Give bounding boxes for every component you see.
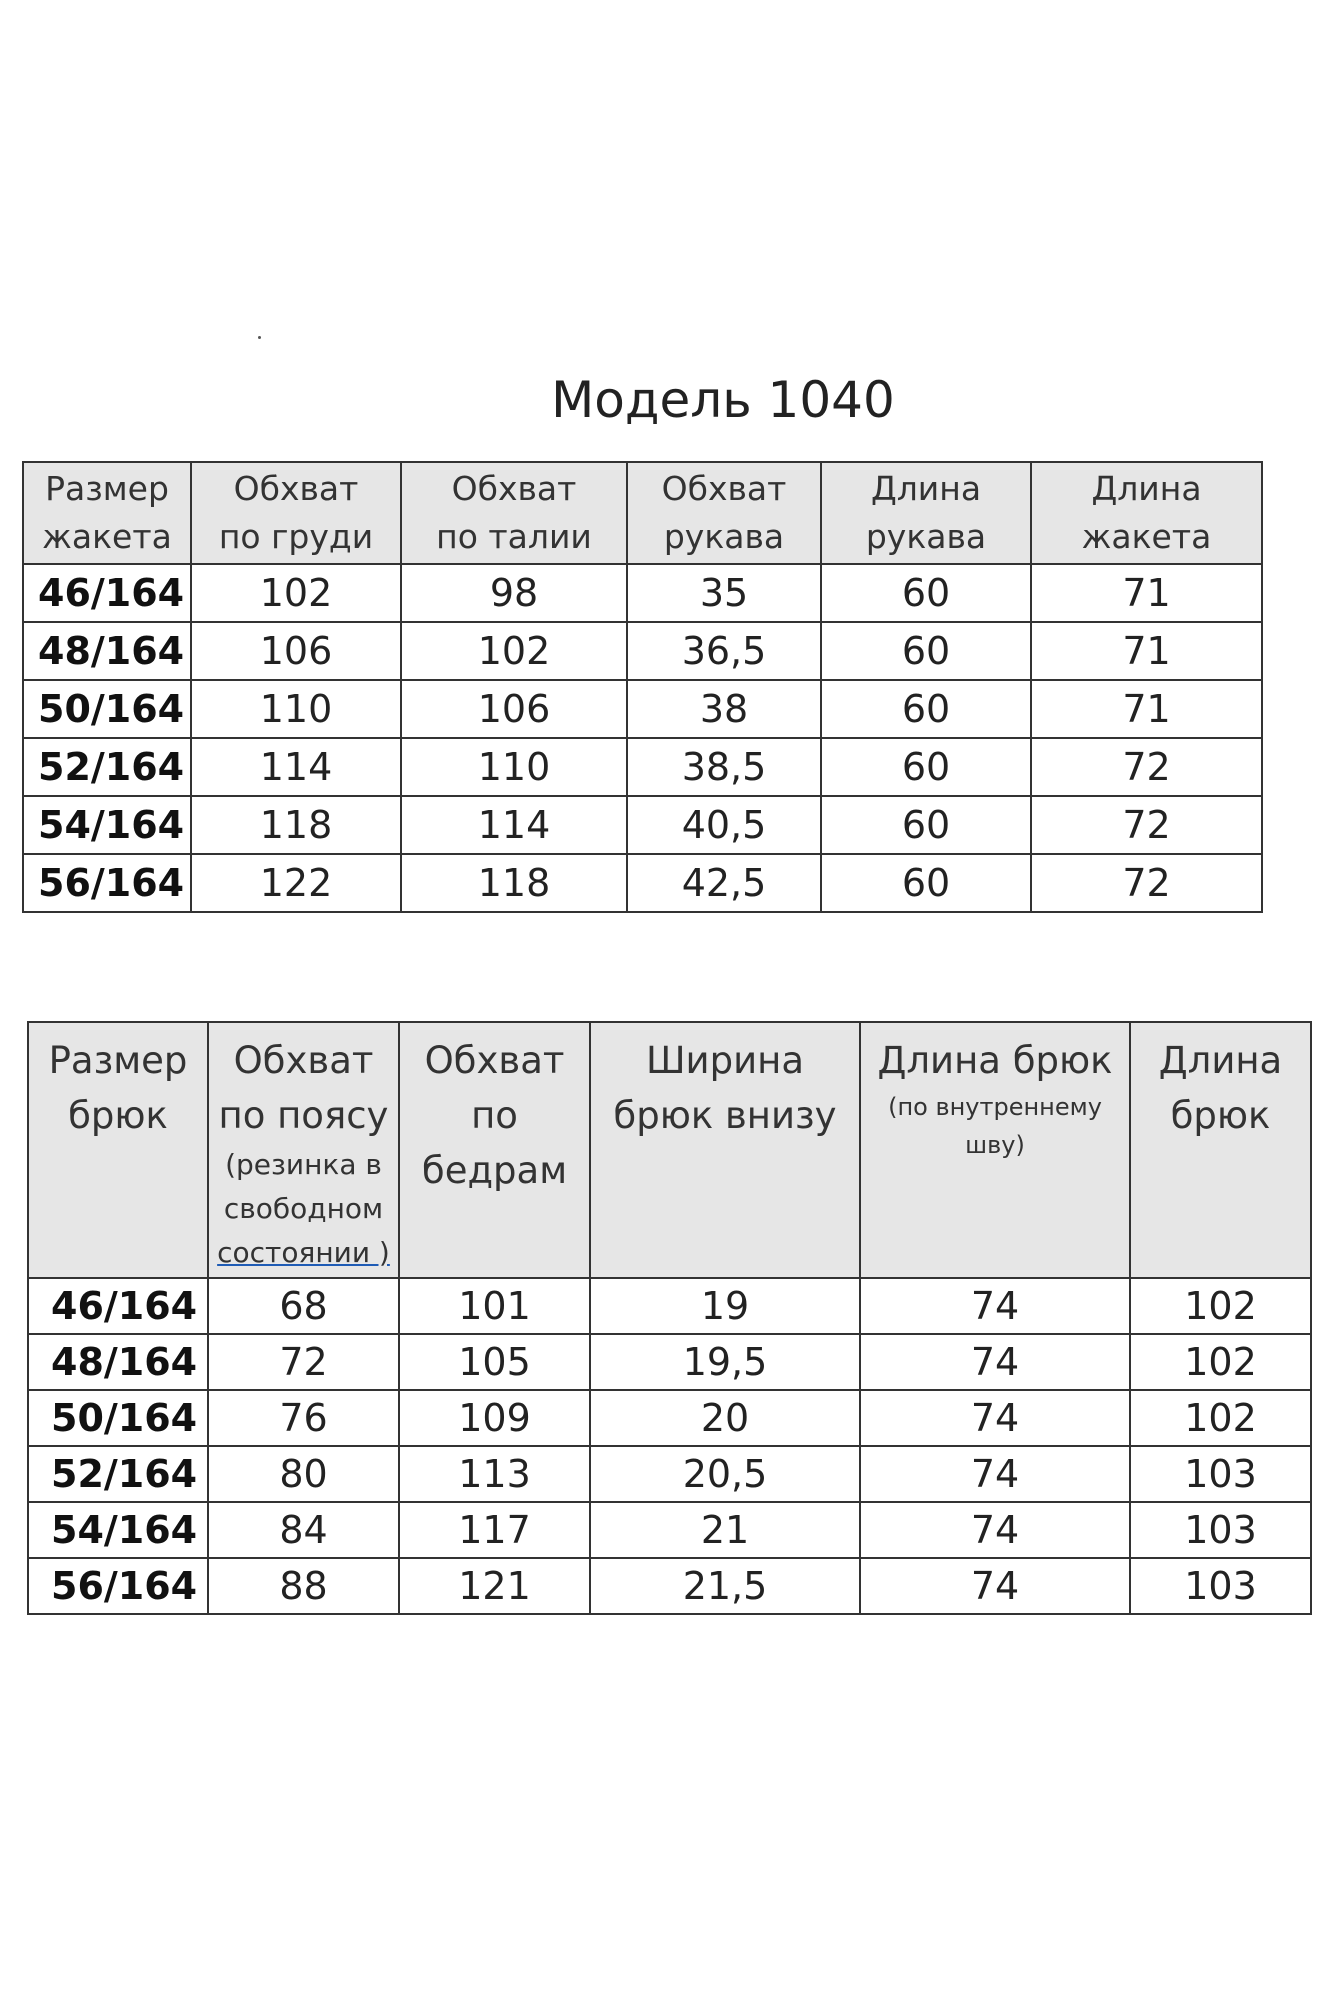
waist-value: 106 bbox=[401, 680, 627, 738]
trousers-length-value: 103 bbox=[1130, 1558, 1311, 1614]
size-cell: 50/164 bbox=[23, 680, 191, 738]
waistband-value: 68 bbox=[208, 1278, 399, 1334]
chest-value: 122 bbox=[191, 854, 401, 912]
inseam-length-value: 74 bbox=[860, 1334, 1130, 1390]
hips-value: 117 bbox=[399, 1502, 590, 1558]
trousers-length-value: 103 bbox=[1130, 1446, 1311, 1502]
header-inseam-length: Длина брюк (по внутреннему шву) bbox=[860, 1022, 1130, 1278]
table-row bbox=[28, 1278, 1311, 1334]
sleeve-girth-value: 38,5 bbox=[627, 738, 821, 796]
table-row bbox=[23, 796, 1262, 854]
sleeve-length-value: 60 bbox=[821, 564, 1031, 622]
table-header-row bbox=[23, 462, 1262, 564]
page-title: Модель 1040 bbox=[551, 371, 895, 429]
sleeve-girth-value: 40,5 bbox=[627, 796, 821, 854]
jacket-length-value: 72 bbox=[1031, 796, 1262, 854]
header-waist: Обхват по талии bbox=[401, 462, 627, 564]
header-sleeve-length: Длина рукава bbox=[821, 462, 1031, 564]
jacket-length-value: 71 bbox=[1031, 680, 1262, 738]
sleeve-girth-value: 38 bbox=[627, 680, 821, 738]
table-header-row bbox=[28, 1022, 1311, 1278]
header-hips: Обхват по бедрам bbox=[399, 1022, 590, 1278]
table-row bbox=[28, 1334, 1311, 1390]
size-cell: 46/164 bbox=[23, 564, 191, 622]
jacket-length-value: 71 bbox=[1031, 564, 1262, 622]
header-trousers-length: Длина брюк bbox=[1130, 1022, 1311, 1278]
header-chest: Обхват по груди bbox=[191, 462, 401, 564]
waist-value: 110 bbox=[401, 738, 627, 796]
chest-value: 110 bbox=[191, 680, 401, 738]
jacket-length-value: 72 bbox=[1031, 738, 1262, 796]
size-cell: 48/164 bbox=[28, 1334, 208, 1390]
sleeve-length-value: 60 bbox=[821, 796, 1031, 854]
hips-value: 101 bbox=[399, 1278, 590, 1334]
waistband-value: 84 bbox=[208, 1502, 399, 1558]
table-row bbox=[28, 1446, 1311, 1502]
sleeve-girth-value: 42,5 bbox=[627, 854, 821, 912]
waist-value: 98 bbox=[401, 564, 627, 622]
sleeve-length-value: 60 bbox=[821, 622, 1031, 680]
header-waistband: Обхват по поясу (резинка в свободном состоянии ) bbox=[208, 1022, 399, 1278]
waistband-value: 76 bbox=[208, 1390, 399, 1446]
inseam-length-value: 74 bbox=[860, 1558, 1130, 1614]
stray-dot bbox=[258, 336, 261, 339]
chest-value: 106 bbox=[191, 622, 401, 680]
trousers-length-value: 102 bbox=[1130, 1334, 1311, 1390]
sleeve-length-value: 60 bbox=[821, 738, 1031, 796]
size-cell: 56/164 bbox=[28, 1558, 208, 1614]
waist-value: 118 bbox=[401, 854, 627, 912]
table-row bbox=[23, 738, 1262, 796]
header-sleeve-girth: Обхват рукава bbox=[627, 462, 821, 564]
hips-value: 113 bbox=[399, 1446, 590, 1502]
trousers-length-value: 102 bbox=[1130, 1390, 1311, 1446]
bottom-width-value: 21 bbox=[590, 1502, 860, 1558]
size-cell: 50/164 bbox=[28, 1390, 208, 1446]
bottom-width-value: 20 bbox=[590, 1390, 860, 1446]
sleeve-length-value: 60 bbox=[821, 680, 1031, 738]
size-cell: 46/164 bbox=[28, 1278, 208, 1334]
hips-value: 109 bbox=[399, 1390, 590, 1446]
table-row bbox=[28, 1390, 1311, 1446]
sleeve-girth-value: 36,5 bbox=[627, 622, 821, 680]
chest-value: 118 bbox=[191, 796, 401, 854]
size-cell: 54/164 bbox=[28, 1502, 208, 1558]
bottom-width-value: 20,5 bbox=[590, 1446, 860, 1502]
jacket-size-table bbox=[22, 461, 1263, 913]
header-jacket-length: Длина жакета bbox=[1031, 462, 1262, 564]
header-jacket-size: Размер жакета bbox=[23, 462, 191, 564]
sleeve-length-value: 60 bbox=[821, 854, 1031, 912]
inseam-length-value: 74 bbox=[860, 1390, 1130, 1446]
jacket-length-value: 72 bbox=[1031, 854, 1262, 912]
trousers-length-value: 103 bbox=[1130, 1502, 1311, 1558]
hips-value: 105 bbox=[399, 1334, 590, 1390]
sleeve-girth-value: 35 bbox=[627, 564, 821, 622]
waist-value: 102 bbox=[401, 622, 627, 680]
size-cell: 48/164 bbox=[23, 622, 191, 680]
bottom-width-value: 19,5 bbox=[590, 1334, 860, 1390]
chest-value: 114 bbox=[191, 738, 401, 796]
waistband-value: 88 bbox=[208, 1558, 399, 1614]
table-row bbox=[23, 564, 1262, 622]
inseam-length-value: 74 bbox=[860, 1502, 1130, 1558]
bottom-width-value: 19 bbox=[590, 1278, 860, 1334]
size-cell: 52/164 bbox=[23, 738, 191, 796]
table-row bbox=[23, 680, 1262, 738]
trousers-size-table bbox=[27, 1021, 1312, 1615]
inseam-length-value: 74 bbox=[860, 1446, 1130, 1502]
table-row bbox=[23, 854, 1262, 912]
bottom-width-value: 21,5 bbox=[590, 1558, 860, 1614]
hips-value: 121 bbox=[399, 1558, 590, 1614]
size-cell: 54/164 bbox=[23, 796, 191, 854]
size-cell: 56/164 bbox=[23, 854, 191, 912]
table-row bbox=[28, 1558, 1311, 1614]
header-bottom-width: Ширина брюк внизу bbox=[590, 1022, 860, 1278]
header-trousers-size: Размер брюк bbox=[28, 1022, 208, 1278]
waist-value: 114 bbox=[401, 796, 627, 854]
waistband-value: 80 bbox=[208, 1446, 399, 1502]
chest-value: 102 bbox=[191, 564, 401, 622]
jacket-length-value: 71 bbox=[1031, 622, 1262, 680]
size-cell: 52/164 bbox=[28, 1446, 208, 1502]
trousers-length-value: 102 bbox=[1130, 1278, 1311, 1334]
table-row bbox=[23, 622, 1262, 680]
table-row bbox=[28, 1502, 1311, 1558]
waistband-value: 72 bbox=[208, 1334, 399, 1390]
inseam-length-value: 74 bbox=[860, 1278, 1130, 1334]
